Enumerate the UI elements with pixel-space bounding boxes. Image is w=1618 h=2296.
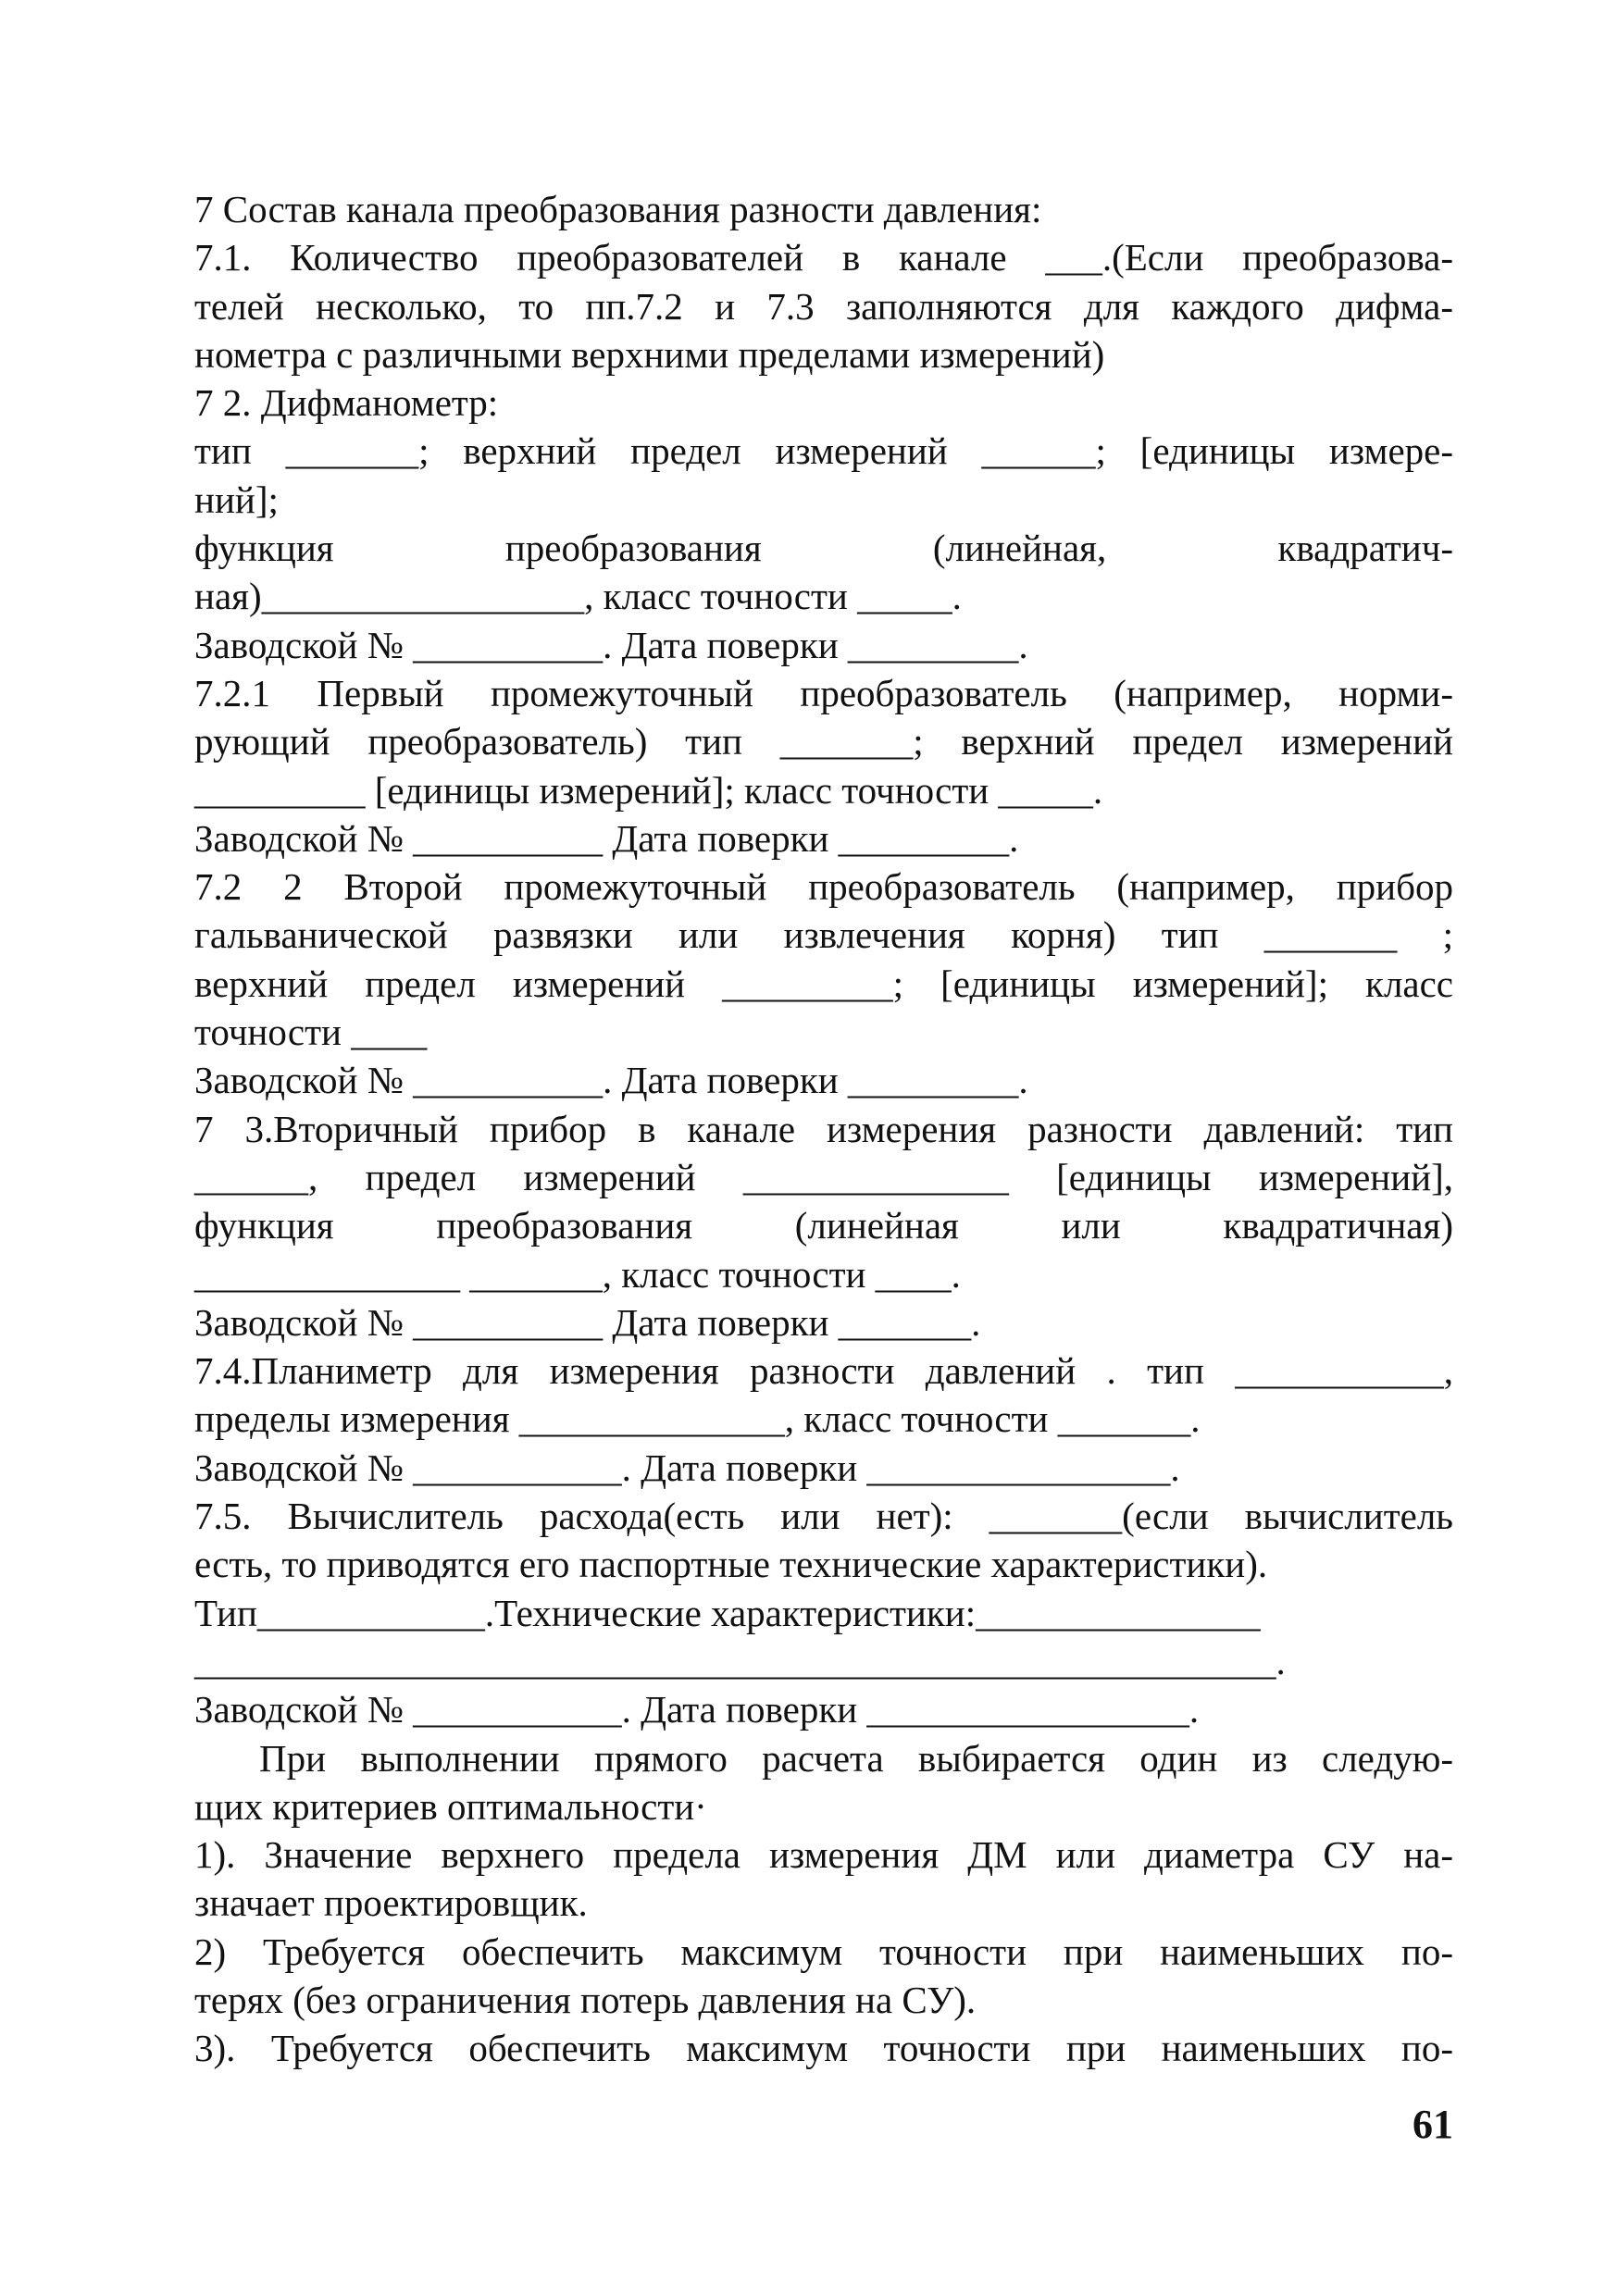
text-line: _________________________________________________________.	[194, 1639, 1286, 1682]
text-line: гальванической развязки или извлечения корня) тип _______ ;	[194, 913, 1453, 957]
text-line: 1). Значение верхнего предела измерения ДМ или диаметра СУ на-	[194, 1833, 1453, 1877]
text-line: 7.2.1 Первый промежуточный преобразователь (например, норми-	[194, 671, 1453, 714]
text-line: есть, то приводятся его паспортные технические характеристики).	[194, 1543, 1268, 1586]
text-line: 7 Состав канала преобразования разности давления:	[194, 188, 1042, 230]
text-line: функция преобразования (линейная, квадратич-	[194, 527, 1453, 570]
text-line: ний];	[194, 478, 279, 521]
text-line: Заводской № ___________. Дата поверки ________________.	[194, 1446, 1180, 1489]
text-line: 7.2 2 Второй промежуточный преобразователь (например, прибор	[194, 865, 1453, 909]
text-line: точности ____	[194, 1011, 428, 1054]
text-line: телей несколько, то пп.7.2 и 7.3 заполняются для каждого дифма-	[194, 284, 1453, 328]
text-line: нометра с различными верхними пределами измерений)	[194, 332, 1105, 376]
text-line: ______, предел измерений ______________ [единицы измерений],	[194, 1155, 1453, 1198]
text-line: При выполнении прямого расчета выбирается один из следую-	[259, 1736, 1453, 1780]
page-number: 61	[1413, 2102, 1453, 2147]
text-line: щих критериев оптимальности·	[194, 1784, 707, 1828]
text-line: Заводской № __________ Дата поверки _________.	[194, 816, 1019, 860]
text-line: значает проектировщик.	[194, 1881, 588, 1925]
text-line: 7.4.Планиметр для измерения разности давлений . тип ___________,	[194, 1349, 1453, 1393]
text-line: функция преобразования (линейная или квадратичная)	[194, 1204, 1453, 1247]
text-line: пределы измерения ______________, класс точности _______.	[194, 1397, 1201, 1441]
text-line: Заводской № ___________. Дата поверки _________________.	[194, 1688, 1200, 1731]
text-line: 7 2. Дифманометр:	[194, 381, 499, 425]
text-line: терях (без ограничения потерь давления на СУ).	[194, 1978, 977, 2021]
text-line: Заводской № __________. Дата поверки _________.	[194, 623, 1028, 666]
text-line: верхний предел измерений _________; [единицы измерений]; класс	[194, 962, 1453, 1005]
text-line: тип _______; верхний предел измерений ______; [единицы измере-	[194, 429, 1453, 473]
text-line: 7.5. Вычислитель расхода(есть или нет): _______(если вычислитель	[194, 1495, 1453, 1538]
text-line: 3). Требуется обеспечить максимум точности при наименьших по-	[194, 2027, 1453, 2070]
text-line: 2) Требуется обеспечить максимум точности при наименьших по-	[194, 1930, 1453, 1973]
text-line: 7.1. Количество преобразователей в канале ___.(Если преобразова-	[194, 236, 1453, 279]
text-line: ная)_________________, класс точности _____.	[194, 575, 962, 618]
text-line: ______________ _______, класс точности ____.	[194, 1252, 961, 1296]
page-body-text	[194, 185, 1453, 2073]
text-line: Заводской № __________. Дата поверки _________.	[194, 1059, 1028, 1102]
text-line: рующий преобразователь) тип _______; верхний предел измерений	[194, 720, 1453, 763]
text-line: _________ [единицы измерений]; класс точности _____.	[194, 768, 1103, 812]
text-line: Тип____________.Технические характеристики:_______________	[194, 1591, 1261, 1634]
text-line: Заводской № __________ Дата поверки _______.	[194, 1300, 981, 1344]
text-line: 7 3.Вторичный прибор в канале измерения разности давлений: тип	[194, 1107, 1453, 1150]
